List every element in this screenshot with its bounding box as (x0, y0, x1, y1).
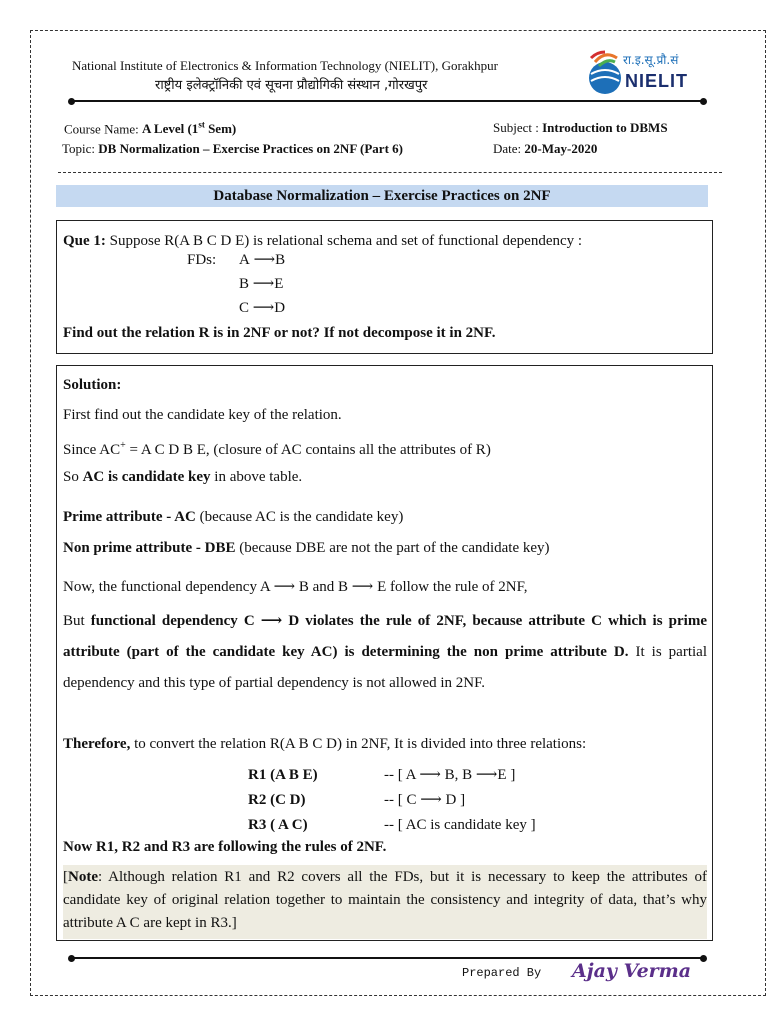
fd-rhs: E (274, 276, 284, 292)
relation-name: R1 (A B E) (248, 767, 318, 783)
note-text: [Note: Although relation R1 and R2 covers all the FDs, but it is necessary to keep the attributes of candidate key of original relation together to maintain the consistency and integrity of data, that’s why attribute A C are kept in R3.] (63, 869, 707, 931)
prime-attribute: Prime attribute - AC (because AC is the candidate key) (63, 509, 404, 525)
fd-lhs: A (239, 252, 250, 268)
logo-wordmark: NIELIT (625, 71, 688, 91)
fd-lhs: B (239, 276, 250, 292)
subject-label: Subject : (493, 120, 543, 135)
question-ask: Find out the relation R is in 2NF or not? If not decompose it in 2NF. (63, 325, 496, 341)
date-label: Date: (493, 141, 525, 156)
arrow-icon: ⟶ (252, 276, 275, 292)
meta-divider (58, 172, 722, 173)
conclusion: Now R1, R2 and R3 are following the rules of 2NF. (63, 839, 387, 855)
relation-desc: -- [ A ⟶ B, B ⟶E ] (384, 767, 516, 783)
question-label: Que 1: (63, 233, 106, 249)
topic-value: DB Normalization – Exercise Practices on 2NF (Part 6) (98, 141, 403, 156)
relation-desc: -- [ AC is candidate key ] (384, 817, 536, 833)
institute-name-en: National Institute of Electronics & Information Technology (NIELIT), Gorakhpur (72, 58, 498, 73)
date-value: 20-May-2020 (524, 141, 598, 156)
now-line: Now, the functional dependency A ⟶ B and B ⟶ E follow the rule of 2NF, (63, 579, 528, 595)
topic-label: Topic: (62, 141, 99, 156)
course-name (64, 120, 236, 137)
relation-name: R3 ( A C) (248, 817, 308, 833)
date (493, 141, 597, 157)
nonprime-attribute: Non prime attribute - DBE (because DBE are not the part of the candidate key) (63, 540, 550, 556)
fd-rhs: B (275, 252, 286, 268)
question-text: Suppose R(A B C D E) is relational schema and set of functional dependency : (105, 233, 583, 249)
fd-row (239, 298, 285, 318)
course-value: A Level (1st Sem) (141, 120, 237, 137)
prepared-by-label: Prepared By (462, 966, 542, 980)
solution-line-3: So AC is candidate key in above table. (63, 469, 303, 485)
subject (493, 120, 668, 136)
arrow-icon: ⟶ (252, 300, 275, 316)
therefore-line: Therefore, to convert the relation R(A B C D) in 2NF, It is divided into three relations: (63, 736, 587, 752)
subject-value: Introduction to DBMS (542, 120, 668, 135)
course-label: Course Name: (64, 121, 142, 137)
fds-label: FDs: (187, 252, 217, 268)
solution-line-1: First find out the candidate key of the relation. (63, 407, 342, 423)
section-banner: Database Normalization – Exercise Practices on 2NF (56, 185, 708, 207)
relation-desc: -- [ C ⟶ D ] (384, 792, 466, 808)
arrow-icon: ⟶ (253, 252, 276, 268)
but-paragraph: But functional dependency C ⟶ D violates the rule of 2NF, because attribute C which is prime attribute (part of the candidate key AC) is determining the non prime attribute D. It is partial dependency and this type of partial dependency is not allowed in 2NF. (63, 613, 707, 691)
globe-icon (585, 48, 625, 100)
fd-row (239, 274, 283, 294)
footer-dot-right (700, 955, 707, 962)
relation-name: R2 (C D) (248, 792, 306, 808)
solution-line-2: Since AC+ = A C D B E, (closure of AC contains all the attributes of R) (63, 440, 491, 458)
author-signature: Ajay Verma (572, 960, 692, 982)
fd-row (239, 250, 285, 270)
header-rule (72, 100, 704, 102)
topic (62, 141, 403, 157)
solution-heading: Solution: (63, 377, 122, 393)
logo-hindi-text: रा.इ.सू.प्रौ.सं (623, 53, 679, 67)
nielit-logo (585, 44, 697, 100)
fd-rhs: D (274, 300, 286, 316)
rule-dot-right (700, 98, 707, 105)
fd-lhs: C (239, 300, 250, 316)
institute-name-hi: राष्ट्रीय इलेक्ट्रॉनिकी एवं सूचना प्रौद्योगिकी संस्थान ,गोरखपुर (155, 78, 428, 93)
footer-rule (72, 957, 704, 959)
question-line (63, 231, 582, 251)
